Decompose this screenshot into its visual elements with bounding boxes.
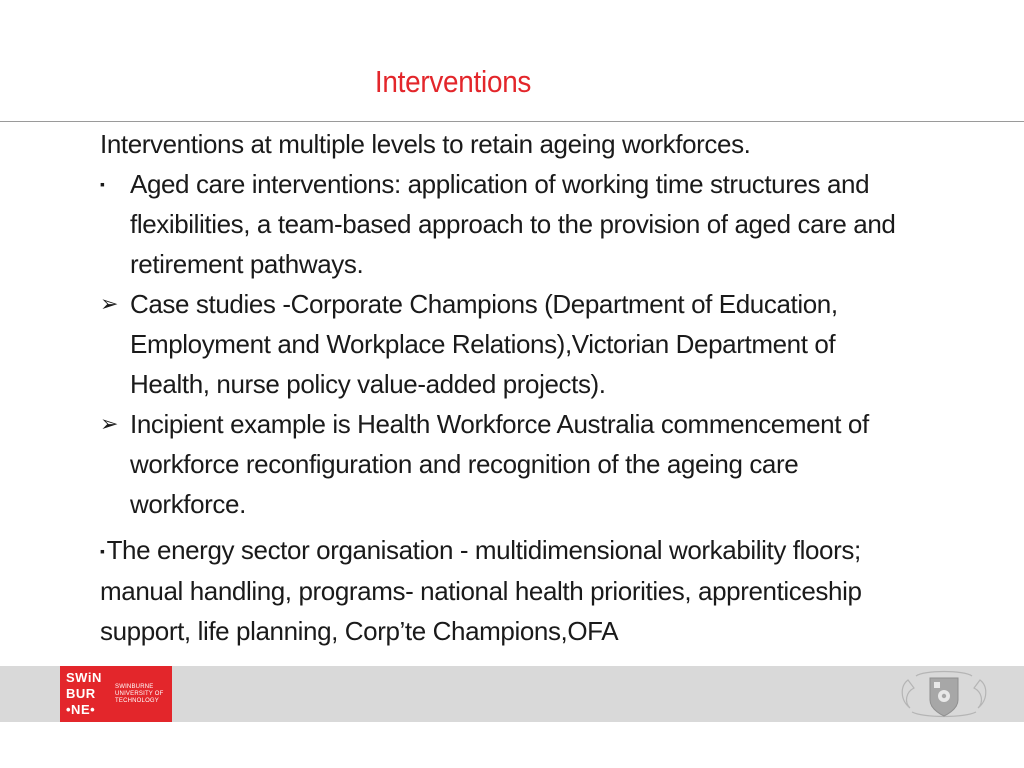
square-bullet-icon: ▪ [100, 543, 105, 559]
bullet-item-case-studies [100, 284, 900, 404]
logo-line-1: SWiN [66, 670, 102, 685]
square-bullet-icon: ▪ [100, 176, 105, 192]
logo-wordmark [66, 670, 110, 718]
arrow-bullet-icon: ➢ [100, 291, 119, 316]
footer-bar [0, 666, 1024, 722]
bullet-text: Case studies -Corporate Champions (Department of Education, Employment and Workplace Relations),Victorian Department of Health, nurse policy value-added projects). [130, 289, 838, 399]
logo-university-name: SWINBURNE UNIVERSITY OF TECHNOLOGY [115, 684, 164, 704]
energy-sector-paragraph [100, 530, 900, 651]
paragraph-text: The energy sector organisation - multidimensional workability floors; manual handling, programs- national health priorities, apprenticeship support, life planning, Corp’te Champions,OFA [100, 535, 862, 646]
slide-title: Interventions [374, 64, 532, 99]
bullet-item-incipient-example [100, 404, 900, 524]
university-crest-icon [894, 666, 994, 722]
slide-body [100, 124, 900, 651]
bullet-text: Aged care interventions: application of working time structures and flexibilities, a team-based approach to the provision of aged care and retirement pathways. [130, 169, 896, 279]
swinburne-logo [60, 666, 172, 722]
intro-text: Interventions at multiple levels to retain ageing workforces. [100, 129, 751, 159]
title-divider [0, 121, 1024, 122]
logo-line-3: •NE• [66, 702, 96, 717]
arrow-bullet-icon: ➢ [100, 411, 119, 436]
bullet-text: Incipient example is Health Workforce Australia commencement of workforce reconfiguration and recognition of the ageing care workforce. [130, 409, 869, 519]
bullet-item-aged-care [100, 164, 900, 284]
logo-line-2: BUR [66, 686, 96, 701]
